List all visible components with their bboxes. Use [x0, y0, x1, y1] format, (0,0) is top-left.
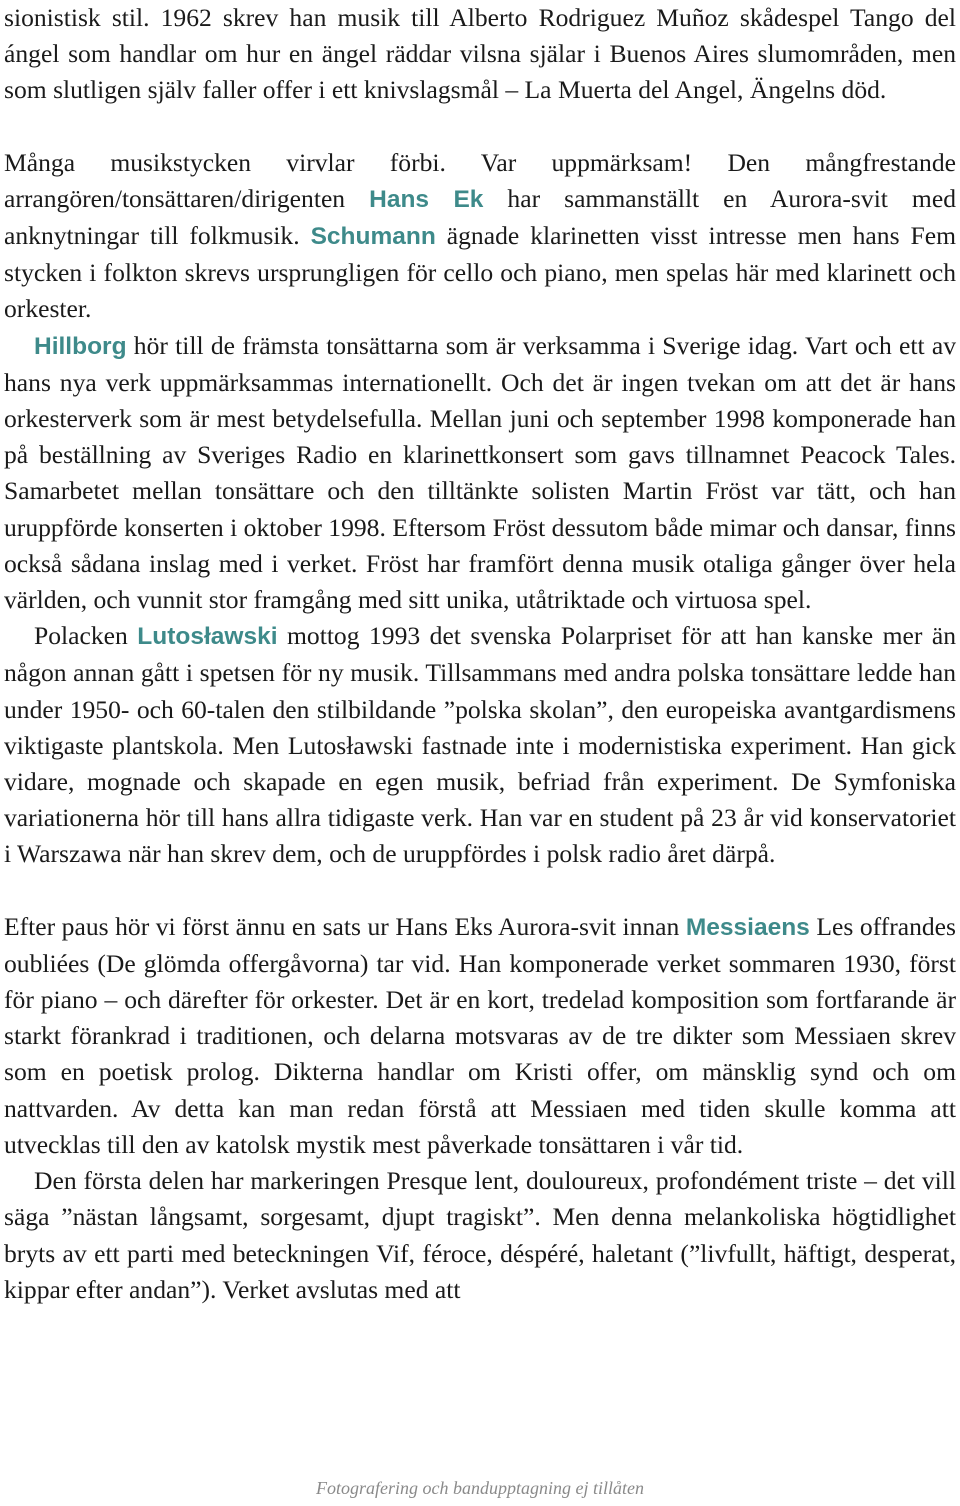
- composer-name-schumann: Schumann: [310, 223, 436, 251]
- paragraph-2-text-a: Många musikstycken virvlar förbi. Var uppmärksam! Den mångfrestande arrangören/tonsättaren/dirigenten: [4, 147, 956, 213]
- paragraph-3: [4, 328, 956, 619]
- paragraph-4-text-b: mottog 1993 det svenska Polarpriset för att han kanske mer än någon annan gått i spetsen för ny musik. Tillsammans med andra polska tonsättare ledde han under 1950- och 60-talen den stilbildande ”polska skolan”, den europeiska avantgardismens viktigaste plantskola. Men Lutosławski fastnade inte i modernistiska experiment. Han gick vidare, mognade och skapade en egen musik, befriad från experiment. De Symfoniska variationerna hör till hans allra tidigaste verk. Han var en student på 23 år vid konservatoriet i Warszawa när han skrev dem, och de uruppfördes i polsk radio året därpå.: [4, 621, 957, 869]
- composer-name-lutoslawski: Lutosławski: [137, 623, 278, 651]
- paragraph-2-text-c: ägnade klarinetten visst intresse men hans Fem stycken i folkton skrevs ursprungligen för cello och piano, men spelas här med klarinett och orkester.: [4, 221, 956, 324]
- composer-name-hillborg: Hillborg: [34, 332, 127, 360]
- paragraph-3-text: hör till de främsta tonsättarna som är verksamma i Sverige idag. Vart och ett av hans nya verk uppmärksammas internationellt. Och det är ingen tvekan om att det är hans orkesterverk som är mest betydelsefulla. Mellan juni och september 1998 komponerade han på beställning av Sveriges Radio en klarinettkonsert som gavs tillnamnet Peacock Tales. Samarbetet mellan tonsättare och den tilltänkte solisten Martin Fröst var tätt, och han uruppförde konserten i oktober 1998. Eftersom Fröst dessutom både mimar och dansar, finns också sådana inslag med i verket. Fröst har framfört denna musik otaliga gånger över hela världen, och vunnit stor framgång med sitt unika, utåtriktade och virtuosa spel.: [4, 330, 956, 615]
- paragraph-2: [4, 145, 956, 328]
- paragraph-2-text-b: har sammanställt en Aurora-svit med anknytningar till folkmusik.: [4, 183, 956, 251]
- paragraph-6-text: Den första delen har markeringen Presque lent, douloureux, profondément triste – det vill säga ”nästan långsamt, sorgesamt, djupt tragiskt”. Men denna melankoliska högtidlighet bryts av ett parti med beteckningen Vif, féroce, déspéré, haletant (”livfullt, häftigt, desperat, kippar efter andan”). Verket avslutas med att: [4, 1166, 956, 1304]
- paragraph-5: [4, 909, 956, 1163]
- paragraph-1: [4, 0, 956, 109]
- paragraph-4: [4, 618, 956, 872]
- paragraph-5-text-b: Les offrandes oubliées (De glömda offergåvorna) tar vid. Han komponerade verket sommaren 1930, först för piano – och därefter för orkester. Det är en kort, tredelad komposition som fortfarande är starkt förankrad i traditionen, och delarna motsvaras av de tre dikter som Messiaen skrev som en poetisk prolog. Dikterna handlar om Kristi offer, om mänsklig synd och om nattvarden. Av detta kan man redan förstå att Messiaen med tiden skulle komma att utvecklas till den av katolsk mystik mest påverkade tonsättaren i vår tid.: [4, 911, 956, 1159]
- article-body: [4, 0, 956, 1308]
- footer-notice: Fotografering och bandupptagning ej tillåten: [316, 1478, 644, 1498]
- paragraph-6: [4, 1163, 956, 1308]
- composer-name-hans-ek: Hans Ek: [369, 185, 484, 213]
- paragraph-4-text-a: Polacken: [34, 621, 138, 651]
- composer-name-messiaen: Messiaens: [685, 913, 810, 941]
- paragraph-5-text-a: Efter paus hör vi först ännu en sats ur Hans Eks Aurora-svit innan: [4, 911, 686, 941]
- paragraph-1-text: sionistisk stil. 1962 skrev han musik till Alberto Rodriguez Muñoz skådespel Tango del ángel som handlar om hur en ängel räddar vilsna själar i Buenos Aires slumområden, men som slutligen själv faller offer i ett knivslagsmål – La Muerta del Angel, Ängelns död.: [4, 3, 956, 105]
